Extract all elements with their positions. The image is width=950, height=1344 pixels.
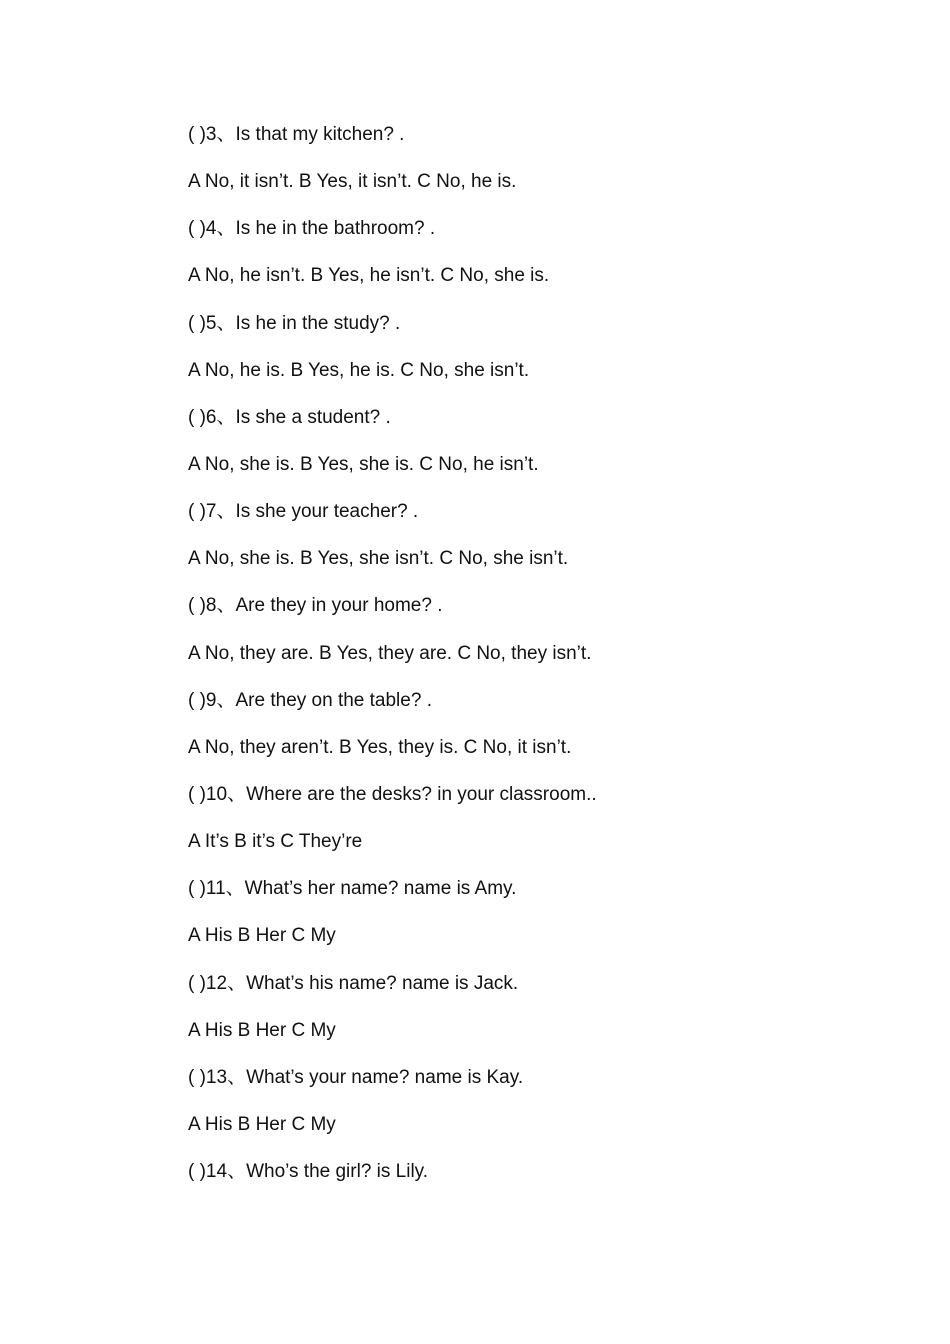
question-10: ( )10、Where are the desks? in your classroom.. [188,783,597,805]
answer-options-5: A No, he is. B Yes, he is. C No, she isn’t. [188,359,530,381]
answer-options-6: A No, she is. B Yes, she is. C No, he isn’t. [188,453,539,475]
question-12: ( )12、What’s his name? name is Jack. [188,972,519,994]
question-14: ( )14、Who’s the girl? is Lily. [188,1161,429,1183]
answer-options-11: A His B Her C My [188,925,336,947]
answer-options-4: A No, he isn’t. B Yes, he isn’t. C No, she is. [188,265,550,287]
answer-options-7: A No, she is. B Yes, she isn’t. C No, she isn’t. [188,548,569,570]
question-6: ( )6、Is she a student? . [188,406,391,428]
document-body [188,118,888,1202]
question-3: ( )3、Is that my kitchen? . [188,124,405,145]
question-4: ( )4、Is he in the bathroom? . [188,218,436,240]
question-8: ( )8、Are they in your home? . [188,595,443,617]
answer-options-9: A No, they aren’t. B Yes, they is. C No, it isn’t. [188,736,572,758]
answer-options-13: A His B Her C My [188,1113,336,1135]
question-13: ( )13、What’s your name? name is Kay. [188,1066,524,1088]
question-7: ( )7、Is she your teacher? . [188,501,419,523]
answer-options-10: A It’s B it’s C They’re [188,831,363,853]
answer-options-12: A His B Her C My [188,1019,336,1041]
question-5: ( )5、Is he in the study? . [188,312,401,334]
answer-options-8: A No, they are. B Yes, they are. C No, they isn’t. [188,642,592,664]
question-11: ( )11、What’s her name? name is Amy. [188,878,517,900]
answer-options-3: A No, it isn’t. B Yes, it isn’t. C No, he is. [188,171,517,193]
question-9: ( )9、Are they on the table? . [188,689,432,711]
